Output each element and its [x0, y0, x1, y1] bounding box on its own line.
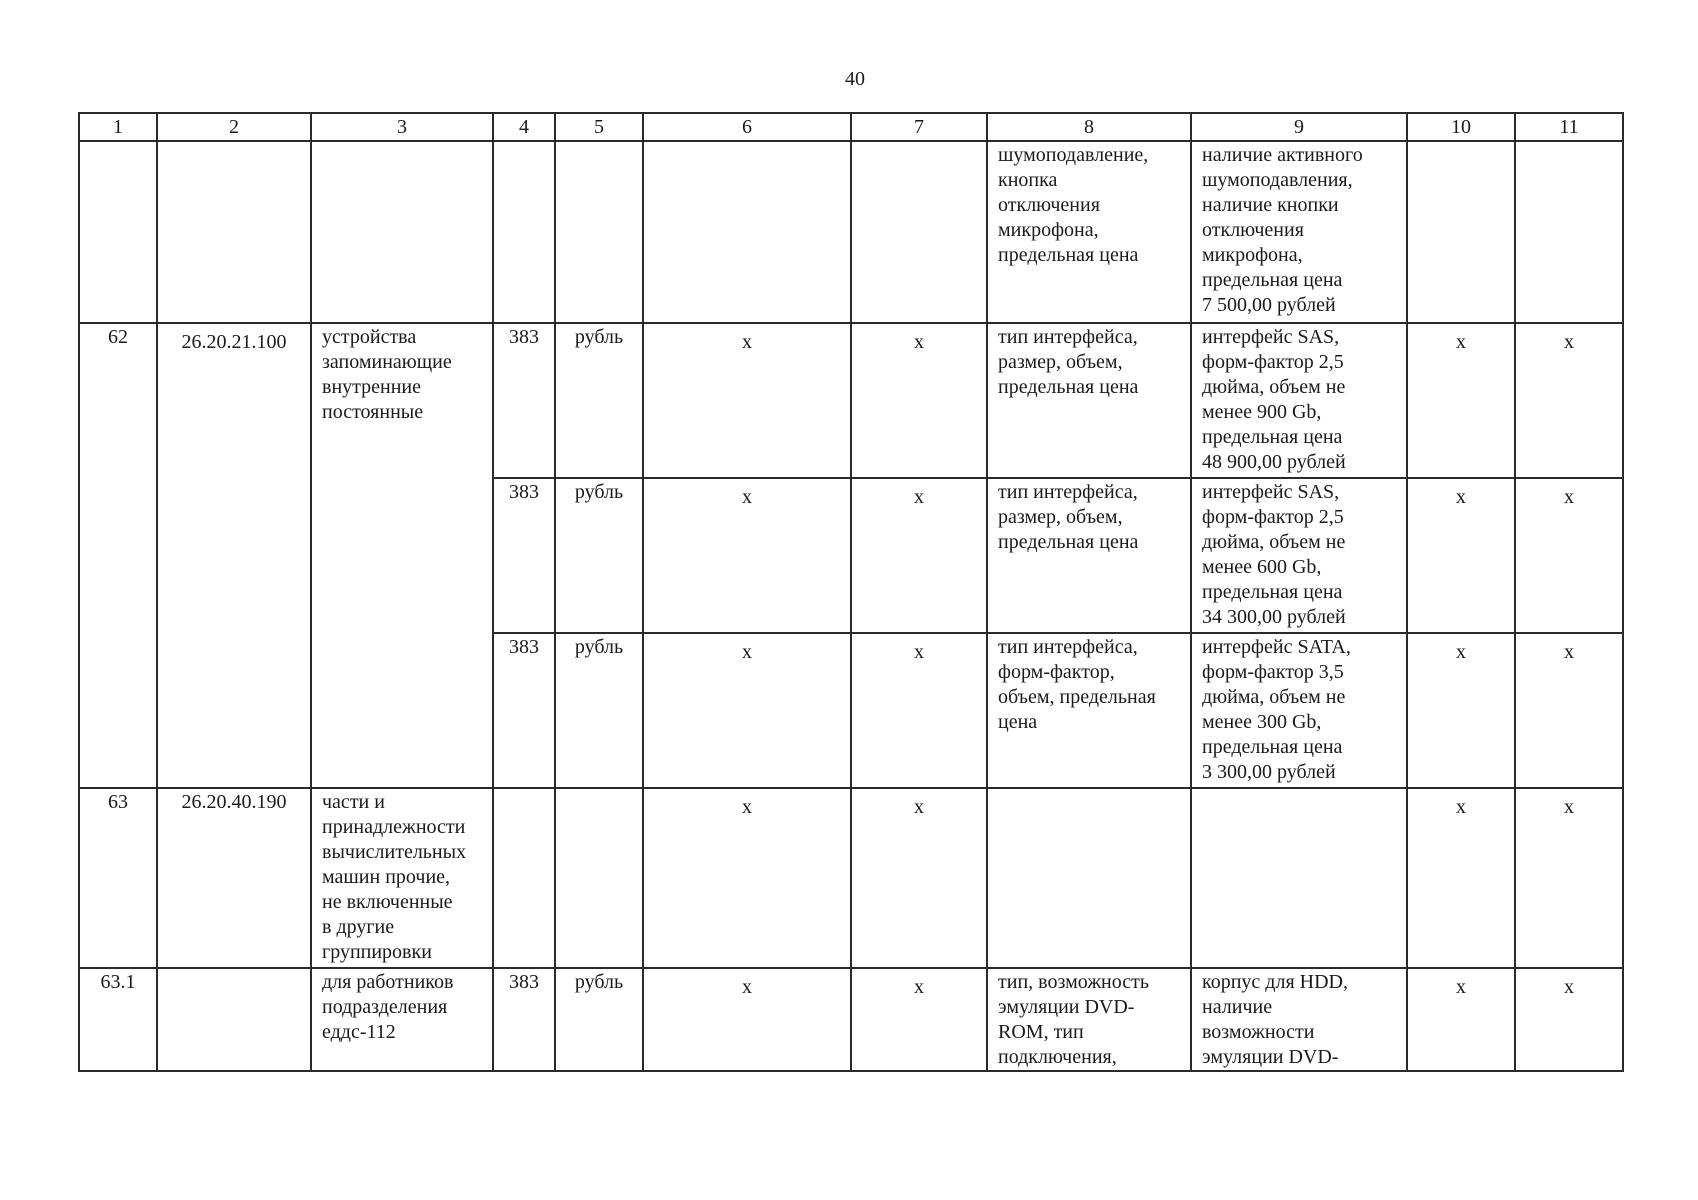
header-col-8: 8: [987, 113, 1191, 141]
unit-code: 383: [493, 323, 555, 478]
cell-characteristics: тип интерфейса, размер, объем, предельная цена: [987, 478, 1191, 633]
header-col-9: 9: [1191, 113, 1407, 141]
header-col-4: 4: [493, 113, 555, 141]
cell-values: наличие активного шумоподавления, наличие кнопки отключения микрофона, предельная цена 7 500,00 рублей: [1191, 141, 1407, 323]
cell-values: интерфейс SATA, форм-фактор 3,5 дюйма, объем не менее 300 Gb, предельная цена 3 300,00 рублей: [1191, 633, 1407, 788]
cell-characteristics: шумоподавление, кнопка отключения микрофона, предельная цена: [987, 141, 1191, 323]
cell-x: x: [851, 478, 987, 633]
cell-x: x: [851, 968, 987, 1071]
cell-x: x: [1515, 478, 1623, 633]
cell-x: x: [1515, 968, 1623, 1071]
page-number: 40: [845, 68, 865, 90]
cell-x: x: [643, 633, 851, 788]
specification-table: [78, 112, 1624, 1072]
header-col-7: 7: [851, 113, 987, 141]
cell-x: x: [851, 788, 987, 968]
table-row-63-1: [79, 968, 1623, 1071]
cell-x: x: [1407, 788, 1515, 968]
cell-x: x: [1515, 788, 1623, 968]
row-number: 62: [79, 323, 157, 788]
cell-x: x: [851, 633, 987, 788]
unit-code: 383: [493, 478, 555, 633]
header-row: [79, 113, 1623, 141]
cell-values: корпус для HDD, наличие возможности эмуляции DVD-: [1191, 968, 1407, 1071]
unit-name: рубль: [555, 633, 643, 788]
unit-name: рубль: [555, 478, 643, 633]
header-col-10: 10: [1407, 113, 1515, 141]
cell-characteristics: тип интерфейса, форм-фактор, объем, предельная цена: [987, 633, 1191, 788]
item-name: для работников подразделения еддс-112: [311, 968, 493, 1071]
cell-x: x: [1515, 633, 1623, 788]
row-number: 63: [79, 788, 157, 968]
unit-code: 383: [493, 633, 555, 788]
cell-values: интерфейс SAS, форм-фактор 2,5 дюйма, объем не менее 600 Gb, предельная цена 34 300,00 рублей: [1191, 478, 1407, 633]
table-row-63: [79, 788, 1623, 968]
table-row-62-1: [79, 323, 1623, 478]
header-col-2: 2: [157, 113, 311, 141]
header-col-3: 3: [311, 113, 493, 141]
item-name: устройства запоминающие внутренние постоянные: [311, 323, 493, 788]
item-name: части и принадлежности вычислительных машин прочие, не включенные в другие группировки: [311, 788, 493, 968]
cell-characteristics: тип, возможность эмуляции DVD- ROM, тип подключения,: [987, 968, 1191, 1071]
cell-values: интерфейс SAS, форм-фактор 2,5 дюйма, объем не менее 900 Gb, предельная цена 48 900,00 рублей: [1191, 323, 1407, 478]
unit-name: рубль: [555, 968, 643, 1071]
cell-x: x: [1407, 968, 1515, 1071]
header-col-6: 6: [643, 113, 851, 141]
unit-name: рубль: [555, 323, 643, 478]
cell-x: x: [643, 968, 851, 1071]
unit-code: 383: [493, 968, 555, 1071]
header-col-1: 1: [79, 113, 157, 141]
header-col-5: 5: [555, 113, 643, 141]
cell-x: x: [643, 478, 851, 633]
cell-x: x: [643, 323, 851, 478]
cell-x: x: [1407, 478, 1515, 633]
cell-x: x: [1407, 633, 1515, 788]
okpd-code: 26.20.21.100: [157, 323, 311, 788]
header-col-11: 11: [1515, 113, 1623, 141]
okpd-code: 26.20.40.190: [157, 788, 311, 968]
row-number: 63.1: [79, 968, 157, 1071]
cell-characteristics: тип интерфейса, размер, объем, предельная цена: [987, 323, 1191, 478]
cell-x: x: [643, 788, 851, 968]
cell-x: x: [1407, 323, 1515, 478]
cell-x: x: [851, 323, 987, 478]
continuation-row: [79, 141, 1623, 323]
cell-x: x: [1515, 323, 1623, 478]
